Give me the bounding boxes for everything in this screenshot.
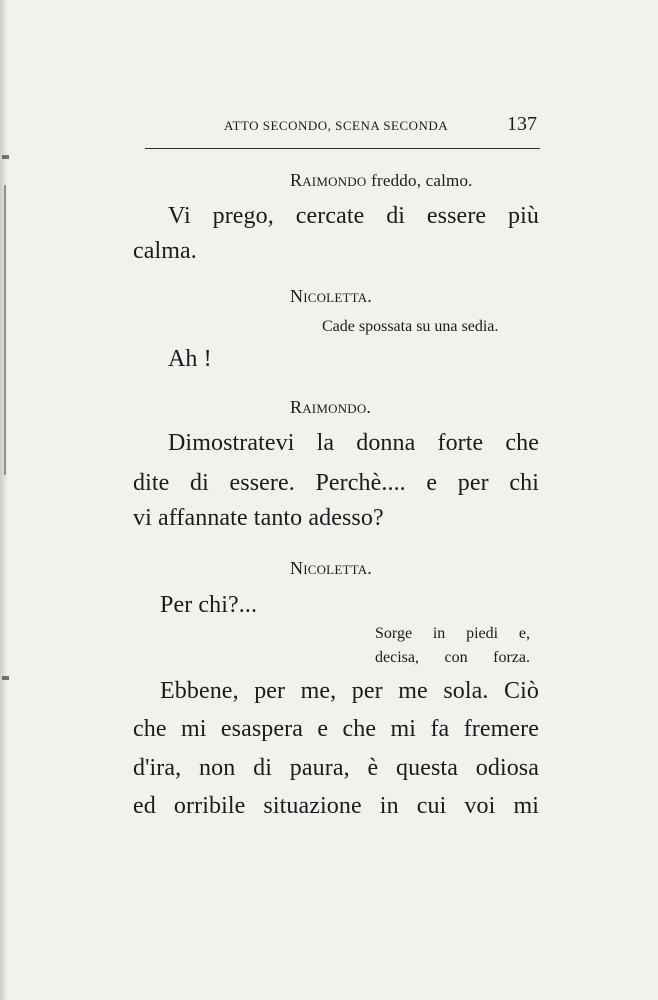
text-line: calma. — [133, 238, 197, 264]
stage-direction: Cade spossata su una sedia. — [322, 318, 499, 335]
header-rule — [145, 148, 540, 149]
text-line: Per chi?... — [160, 592, 258, 618]
text-line: che mi esaspera e che mi fa fremere — [133, 716, 539, 742]
binding-edge-mark — [2, 676, 9, 680]
text-line: d'ira, non di paura, è questa odiosa — [133, 755, 539, 781]
text-line: vi affannate tanto adesso? — [133, 505, 384, 531]
stage-direction: freddo, calmo. — [371, 171, 473, 190]
text-line: Ebbene, per me, per me sola. Ciò — [160, 678, 539, 704]
text-line: Dimostratevi la donna forte che — [168, 430, 539, 456]
text-line: Vi prego, cercate di essere più — [168, 203, 539, 229]
stage-direction: decisa, con forza. — [375, 649, 530, 666]
text-line: dite di essere. Perchè.... e per chi — [133, 470, 539, 496]
speaker-name: Nicoletta. — [290, 286, 372, 306]
page-header — [145, 112, 540, 142]
stage-direction: Sorge in piedi e, — [375, 625, 530, 642]
speaker-name — [290, 170, 473, 191]
binding-edge-line — [4, 185, 6, 475]
binding-edge-mark — [2, 155, 9, 159]
text-line: Ah ! — [168, 346, 212, 372]
running-title: ATTO SECONDO, SCENA SECONDA — [224, 118, 449, 133]
speaker-name: Nicoletta. — [290, 558, 372, 578]
page-number: 137 — [507, 113, 537, 135]
speaker-label: Raimondo — [290, 170, 367, 190]
speaker-name: Raimondo. — [290, 397, 372, 417]
text-line: ed orribile situazione in cui voi mi — [133, 793, 539, 819]
page-gutter-shadow — [0, 0, 8, 1000]
